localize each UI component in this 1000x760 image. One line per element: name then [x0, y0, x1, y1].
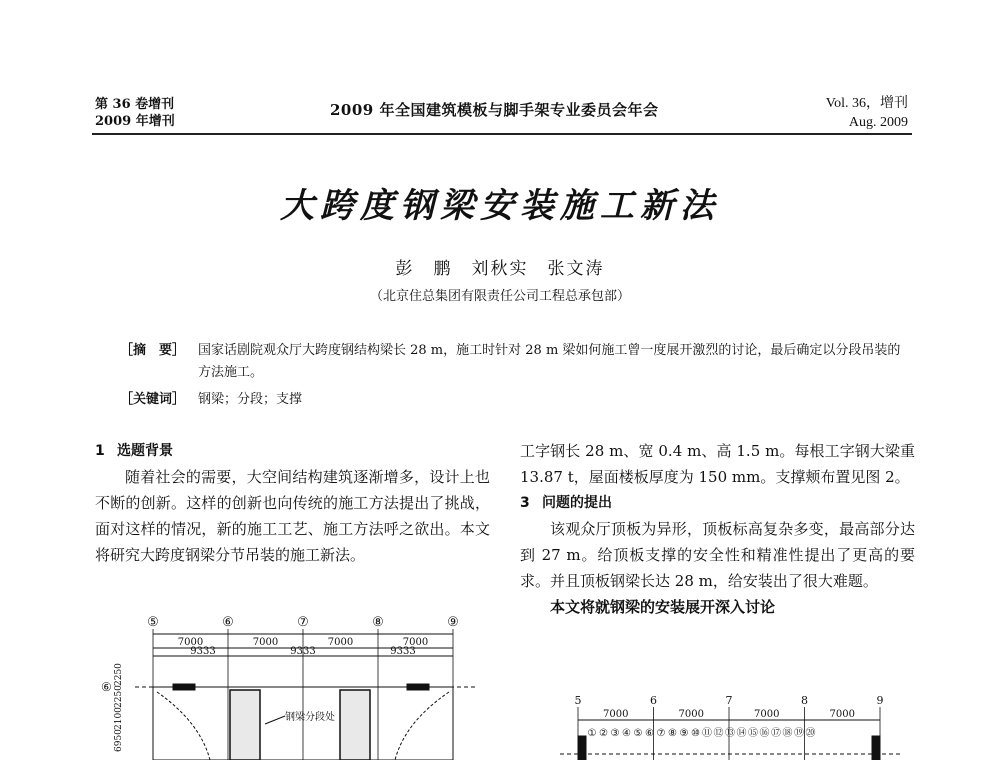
keywords: [120, 388, 302, 407]
left-column: [95, 438, 490, 568]
figure-left-span-bottom: 9333: [290, 646, 316, 657]
figure-right-marker: ⑬: [725, 728, 735, 739]
figure-right-span: 7000: [754, 709, 780, 720]
volume-en: Vol. 36，增刊: [825, 96, 908, 111]
abstract: [120, 340, 915, 384]
figure-left-axis-label: ⑥: [222, 615, 234, 630]
figure-right-span: 7000: [603, 709, 629, 720]
figure-right-marker: ⑨: [679, 728, 689, 739]
date-en: Aug. 2009: [848, 115, 908, 130]
figure-right-marker: ⑥: [645, 728, 654, 739]
figure-right-span: 7000: [678, 709, 704, 720]
figure-left-side-dim: 2250: [114, 663, 124, 686]
figure-right-marker: ⑮: [748, 728, 758, 739]
section-1-heading: [95, 438, 490, 464]
right-column: [520, 438, 915, 620]
figure-right-axis-label: 8: [801, 694, 808, 707]
figure-right-marker: ⑱: [782, 728, 793, 739]
figure-right-marker: ⑧: [668, 728, 677, 739]
figure-right-marker: ⑭: [736, 728, 747, 739]
figure-right-marker: ⑰: [771, 728, 781, 739]
figure-left-span-top: 7000: [252, 637, 279, 648]
affiliation: （北京住总集团有限责任公司工程总承包部）: [369, 289, 630, 304]
abstract-label: ［摘 要］: [120, 343, 186, 358]
figure-right-marker: ⑲: [794, 728, 804, 739]
figure-right-axis-label: 7: [725, 694, 733, 707]
figure-left-side-dim: 6950: [114, 729, 124, 752]
year-cn: 2009 年增刊: [95, 114, 175, 129]
figure-right-marker: ⑫: [713, 728, 724, 739]
figure-left-axis-label: ⑧: [372, 615, 384, 630]
figure-left-axis-label: ⑨: [447, 615, 459, 630]
figure-left-span-bottom: 9333: [390, 646, 416, 657]
figure-left-plan: [95, 612, 495, 760]
article-title: 大跨度钢梁安装施工新法: [280, 186, 720, 226]
figure-left-side-dim: 2100: [114, 707, 124, 730]
figure-right-marker: ⑪: [702, 728, 712, 739]
keywords-label: ［关键词］: [120, 392, 186, 407]
keywords-text: 钢梁；分段；支撑: [198, 392, 303, 407]
header-rule: [92, 133, 912, 135]
figure-right-marker: ②: [599, 728, 608, 739]
figure-left-span-top: 7000: [402, 637, 429, 648]
figure-right-plan: [520, 692, 915, 760]
section-1-title: 选题背景: [117, 443, 173, 459]
figure-left-span-top: 7000: [177, 637, 204, 648]
section-3-number: 3: [520, 495, 530, 511]
figure-right-span: 7000: [829, 709, 855, 720]
figure-right-marker: ⑳: [805, 728, 816, 739]
figure-left-span-top: 7000: [327, 637, 354, 648]
figure-right-frame: [560, 720, 900, 760]
figure-right-axis-label: 6: [650, 694, 657, 707]
abstract-text: 国家话剧院观众厅大跨度钢结构梁长 28 m，施工时针对 28 m 梁如何施工曾一度展开激烈的讨论，最后确定以分段吊装的方法施工。: [198, 343, 901, 380]
figure-left-side-dim: 2250: [114, 685, 124, 708]
figure-right-axis-label: 9: [876, 694, 884, 707]
section-1-number: 1: [95, 443, 105, 459]
journal-volume-en: [826, 94, 908, 132]
figure-right-marker: ⑩: [691, 728, 700, 739]
figure-right-markers: [588, 727, 816, 739]
journal-volume-cn: [95, 96, 175, 130]
section-3-heading: [520, 490, 915, 516]
figure-right-marker: ⑯: [759, 728, 770, 739]
figure-left-row-axis: ⑥: [101, 680, 112, 694]
volume-cn: 第 36 卷增刊: [95, 97, 175, 112]
figure-right-axis-label: 5: [574, 694, 582, 707]
section-3-paragraph: 该观众厅顶板为异形，顶板标高复杂多变，最高部分达到 27 m。给顶板支撑的安全性和精准性提出了更高的要求。并且顶板钢梁长达 28 m，给安装出了很大难题。: [520, 520, 915, 590]
conference-name: 2009 年全国建筑模板与脚手架专业委员会年会: [330, 101, 659, 119]
figure-left-span-bottom: 9333: [190, 646, 216, 657]
figure-right-marker: ③: [610, 728, 620, 739]
figure-right-marker: ⑤: [633, 728, 643, 739]
authors: 彭 鹏 刘秋实 张文涛: [395, 259, 605, 279]
figure-left-label: 钢梁分段处: [285, 712, 335, 723]
figure-left-axis-label: ⑤: [147, 615, 159, 630]
section-3-title: 问题的提出: [542, 495, 612, 511]
figure-right-axes: [575, 694, 884, 760]
figure-right-marker: ①: [587, 728, 597, 739]
section-3-lead: 本文将就钢梁的安装展开深入讨论: [550, 598, 776, 616]
figure-left-side-dims: [114, 663, 124, 752]
figure-left-axis-label: ⑦: [297, 615, 309, 630]
beam-spec-paragraph: 工字钢长 28 m、宽 0.4 m、高 1.5 m。每根工字钢大梁重 13.87 t，屋面楼板厚度为 150 mm。支撑颊布置见图 2。: [520, 442, 915, 486]
figure-right-marker: ⑦: [656, 728, 666, 739]
figure-right-marker: ④: [622, 728, 631, 739]
section-1-paragraph: 随着社会的需要，大空间结构建筑逐渐增多，设计上也不断的创新。这样的创新也向传统的施工方法提出了挑战，面对这样的情况，新的施工工艺、施工方法呼之欲出。本文将研究大跨度钢梁分节吊装的施工新法。: [95, 468, 490, 564]
